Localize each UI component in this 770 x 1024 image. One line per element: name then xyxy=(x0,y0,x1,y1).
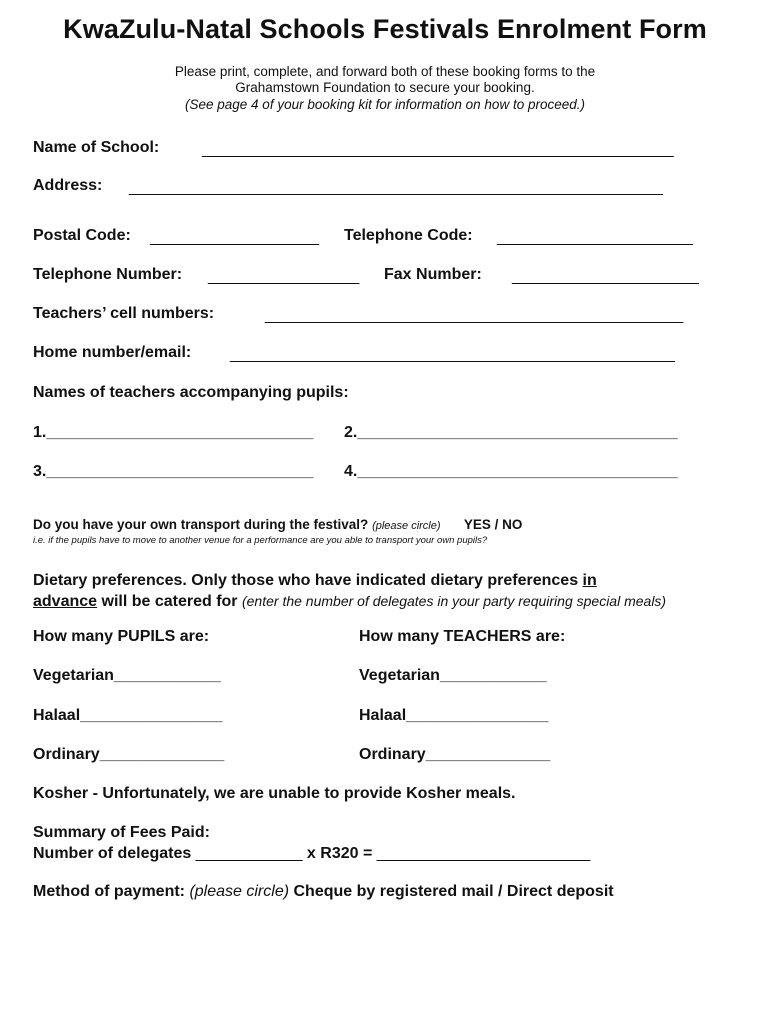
home-number-label: Home number/email: xyxy=(33,344,192,361)
telephone-code-label: Telephone Code: xyxy=(344,227,473,244)
pupil-ordinary-field[interactable]: Ordinary______________ xyxy=(33,746,225,763)
fax-number-field[interactable]: _____________________ xyxy=(512,268,699,285)
payment-row xyxy=(33,883,614,901)
intro-line-3: (See page 4 of your booking kit for information on how to proceed.) xyxy=(185,97,585,112)
payment-label: Method of payment: xyxy=(33,883,185,900)
pupil-halaal-field[interactable]: Halaal________________ xyxy=(33,707,223,724)
kosher-note: Kosher - Unfortunately, we are unable to provide Kosher meals. xyxy=(33,785,516,802)
payment-options[interactable]: Cheque by registered mail / Direct deposit xyxy=(293,883,614,900)
fee-multiplier: x R320 = xyxy=(302,845,377,862)
dietary-intro: Dietary preferences. Only those who have indicated dietary preferences xyxy=(33,572,583,589)
transport-options[interactable]: YES / NO xyxy=(463,517,523,532)
teacher-ordinary-field[interactable]: Ordinary______________ xyxy=(359,746,551,763)
telephone-number-field[interactable]: _________________ xyxy=(208,268,360,285)
dietary-in: in xyxy=(582,572,597,589)
fees-row xyxy=(33,845,590,863)
telephone-code-field[interactable]: ______________________ xyxy=(497,229,693,246)
pupils-heading: How many PUPILS are: xyxy=(33,628,210,645)
teachers-cell-field[interactable]: _______________________________________________ xyxy=(265,307,684,324)
teachers-heading: Names of teachers accompanying pupils: xyxy=(33,384,349,401)
postal-code-field[interactable]: ___________________ xyxy=(150,229,320,246)
payment-hint: (please circle) xyxy=(189,883,290,900)
dietary-catered: will be catered for xyxy=(97,593,242,610)
teacher-vegetarian-field[interactable]: Vegetarian____________ xyxy=(359,667,547,684)
teacher-halaal-field[interactable]: Halaal________________ xyxy=(359,707,549,724)
fees-heading: Summary of Fees Paid: xyxy=(33,824,210,841)
postal-code-label: Postal Code: xyxy=(33,227,131,244)
dietary-hint: (enter the number of delegates in your party requiring special meals) xyxy=(241,593,667,609)
intro-line-1: Please print, complete, and forward both of these booking forms to the xyxy=(174,64,596,79)
teacher-3-field[interactable]: 3.______________________________ xyxy=(33,463,314,480)
delegates-label: Number of delegates xyxy=(33,845,196,862)
form-title: KwaZulu-Natal Schools Festivals Enrolment Form xyxy=(63,14,707,44)
teacher-4-field[interactable]: 4.____________________________________ xyxy=(344,463,678,480)
teacher-2-field[interactable]: 2.____________________________________ xyxy=(344,424,678,441)
dietary-line-1 xyxy=(33,572,597,590)
intro-line-2: Grahamstown Foundation to secure your booking. xyxy=(235,80,535,95)
dietary-line-2 xyxy=(33,593,666,611)
telephone-number-label: Telephone Number: xyxy=(33,266,183,283)
fees-total-field[interactable]: ________________________ xyxy=(376,845,591,862)
fax-number-label: Fax Number: xyxy=(384,266,482,283)
delegates-field[interactable]: ____________ xyxy=(195,845,303,862)
address-label: Address: xyxy=(33,177,103,194)
address-field[interactable]: ____________________________________________________________ xyxy=(129,179,663,196)
dietary-advance: advance xyxy=(33,593,98,610)
transport-question-row xyxy=(33,517,522,532)
home-number-field[interactable]: __________________________________________________ xyxy=(230,346,675,363)
school-name-field[interactable]: _____________________________________________________ xyxy=(202,141,674,158)
teachers-cell-label: Teachers’ cell numbers: xyxy=(33,305,215,322)
transport-hint: (please circle) xyxy=(372,520,441,532)
transport-note: i.e. if the pupils have to move to another venue for a performance are you able to transport your own pupils? xyxy=(33,535,488,546)
teacher-1-field[interactable]: 1.______________________________ xyxy=(33,424,314,441)
pupil-vegetarian-field[interactable]: Vegetarian____________ xyxy=(33,667,221,684)
school-name-label: Name of School: xyxy=(33,139,160,156)
transport-question: Do you have your own transport during the festival? xyxy=(33,517,369,532)
teachers-meal-heading: How many TEACHERS are: xyxy=(359,628,566,645)
